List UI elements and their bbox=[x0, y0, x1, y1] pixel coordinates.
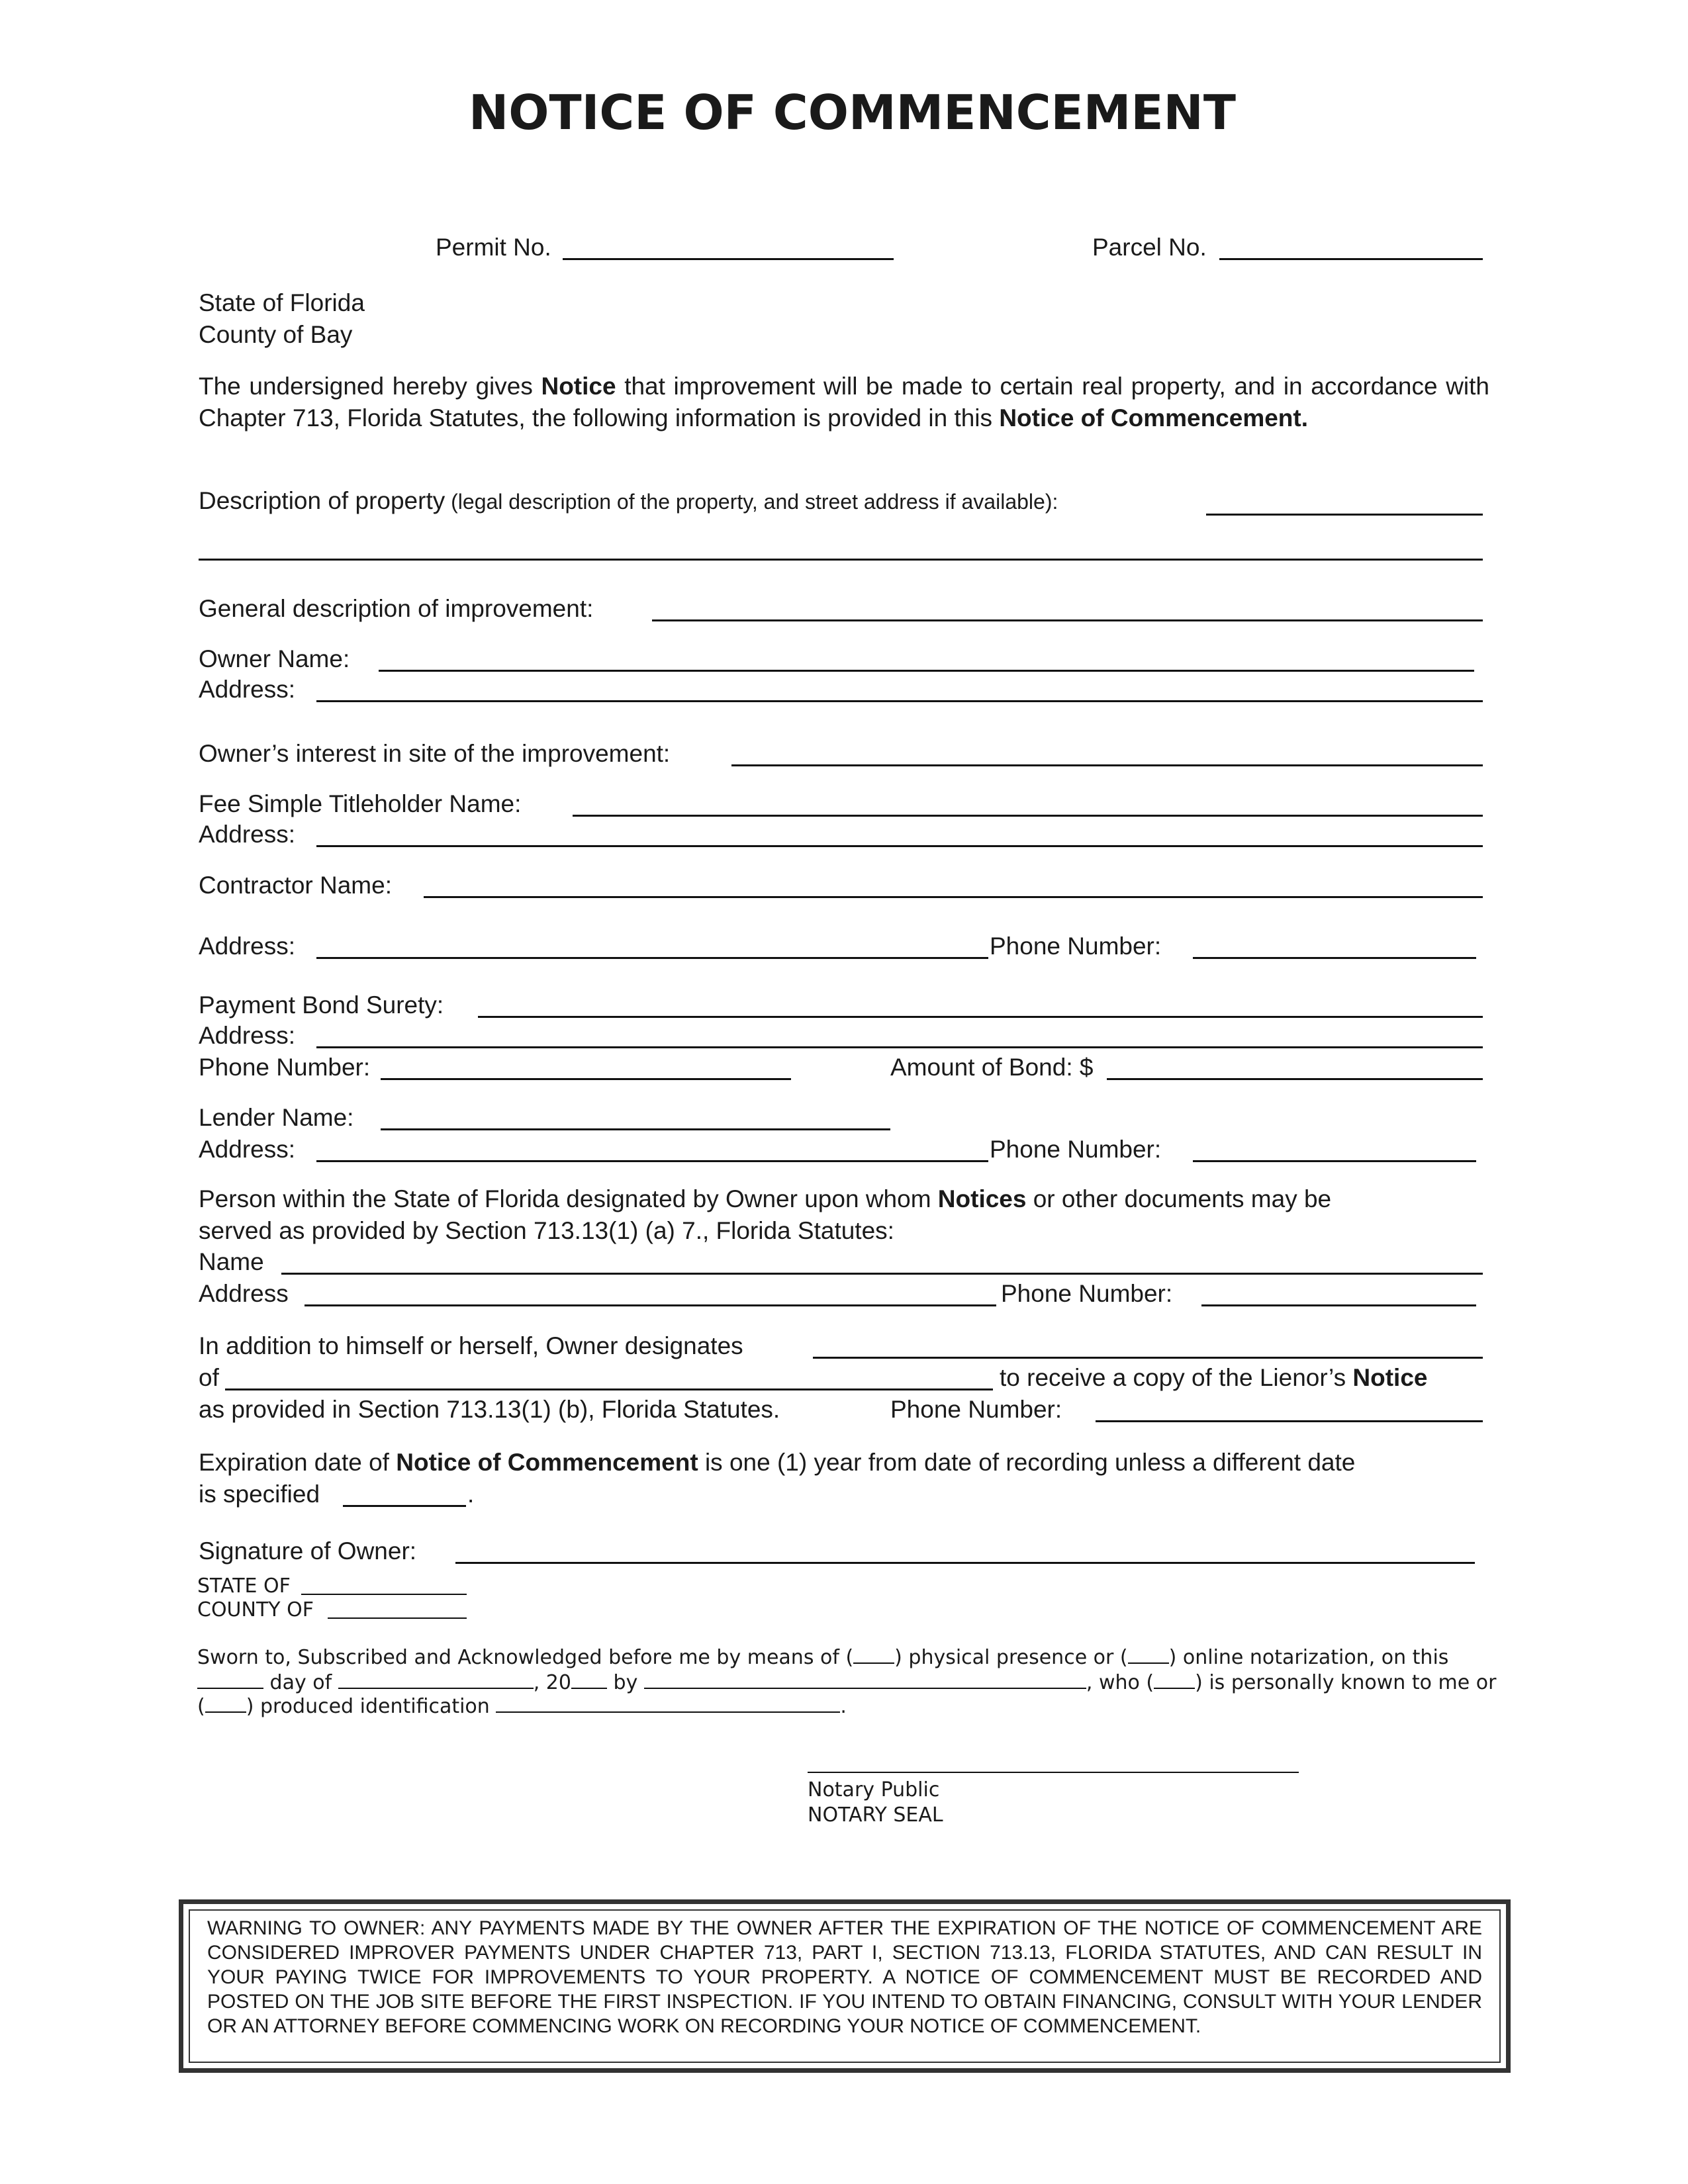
notary-signature-field[interactable] bbox=[808, 1772, 1299, 1773]
designee-field[interactable] bbox=[813, 1357, 1483, 1359]
day-blank[interactable] bbox=[197, 1672, 263, 1689]
person-name-label: Name bbox=[199, 1248, 264, 1275]
personally-known-blank[interactable] bbox=[1154, 1672, 1195, 1689]
lender-address-label: Address: bbox=[199, 1136, 296, 1163]
month-blank[interactable] bbox=[338, 1672, 534, 1689]
surety-address-field[interactable] bbox=[316, 1046, 1483, 1048]
owner-name-label: Owner Name: bbox=[199, 645, 350, 672]
parcel-field[interactable] bbox=[1219, 258, 1483, 260]
lender-label: Lender Name: bbox=[199, 1104, 354, 1131]
contractor-address-label: Address: bbox=[199, 933, 296, 960]
county-of-label: COUNTY OF bbox=[197, 1598, 314, 1621]
person-phone-label: Phone Number: bbox=[1001, 1280, 1173, 1307]
person-address-label: Address bbox=[199, 1280, 289, 1307]
improvement-field[interactable] bbox=[652, 619, 1483, 621]
intro-paragraph: The undersigned hereby gives Notice that improvement will be made to certain real property, and in accordance with Chapter 713, Florida Statutes, the following information is provided in this Notice of Commencement. bbox=[199, 373, 1489, 432]
fee-simple-address-label: Address: bbox=[199, 821, 296, 848]
state-line: State of Florida bbox=[199, 289, 365, 316]
county-of-field[interactable] bbox=[328, 1617, 467, 1619]
lender-phone-field[interactable] bbox=[1193, 1160, 1476, 1162]
amount-bond-field[interactable] bbox=[1107, 1078, 1483, 1080]
permit-field[interactable] bbox=[563, 258, 894, 260]
expiration-period: . bbox=[467, 1480, 475, 1508]
fee-simple-label: Fee Simple Titleholder Name: bbox=[199, 790, 522, 817]
description-field-2[interactable] bbox=[199, 559, 1483, 561]
county-line: County of Bay bbox=[199, 321, 353, 348]
lender-field[interactable] bbox=[381, 1128, 890, 1130]
surety-label: Payment Bond Surety: bbox=[199, 991, 444, 1019]
permit-label: Permit No. bbox=[436, 234, 551, 261]
produced-id-blank[interactable] bbox=[205, 1696, 246, 1713]
designee-of-field[interactable] bbox=[225, 1388, 993, 1390]
fee-simple-field[interactable] bbox=[573, 815, 1483, 817]
expiration-line-1: Expiration date of Notice of Commencement is one (1) year from date of recording unless a different date bbox=[199, 1449, 1356, 1476]
warning-box bbox=[179, 1899, 1511, 2073]
parcel-label: Parcel No. bbox=[1092, 234, 1207, 261]
contractor-label: Contractor Name: bbox=[199, 872, 392, 899]
description-field-1[interactable] bbox=[1206, 514, 1483, 516]
warning-text: WARNING TO OWNER: ANY PAYMENTS MADE BY THE OWNER AFTER THE EXPIRATION OF THE NOTICE OF COMMENCEMENT ARE CONSIDERED IMPROVER PAYMENTS UNDER CHAPTER 713, PART I, SECTION 713.13, FLORIDA STATUTES, AND CAN RESULT IN YOUR PAYING TWICE FOR IMPROVEMENTS TO YOUR PROPERTY. A NOTICE OF COMMENCEMENT MUST BE RECORDED AND POSTED ON THE JOB SITE BEFORE THE FIRST INSPECTION. IF YOU INTEND TO OBTAIN FINANCING, CONSULT WITH YOUR LENDER OR AN ATTORNEY BEFORE COMMENCING WORK ON RECORDING YOUR NOTICE OF COMMENCEMENT. bbox=[189, 1909, 1501, 2063]
owner-interest-field[interactable] bbox=[731, 764, 1483, 766]
person-phone-field[interactable] bbox=[1201, 1304, 1476, 1306]
year-blank[interactable] bbox=[571, 1672, 607, 1689]
notary-public-label: Notary Public bbox=[808, 1778, 940, 1801]
contractor-field[interactable] bbox=[424, 896, 1483, 898]
addition-phone-field[interactable] bbox=[1096, 1420, 1483, 1422]
identification-blank[interactable] bbox=[496, 1696, 840, 1713]
sworn-line-2: day of , 20 by , who ( ) is personally known to me or bbox=[197, 1670, 1496, 1695]
improvement-label: General description of improvement: bbox=[199, 595, 594, 622]
owner-interest-label: Owner’s interest in site of the improvement: bbox=[199, 740, 671, 767]
state-of-label: STATE OF bbox=[197, 1574, 291, 1598]
surety-address-label: Address: bbox=[199, 1022, 296, 1049]
description-label: Description of property (legal description of the property, and street address if available): bbox=[199, 487, 1058, 514]
owner-address-label: Address: bbox=[199, 676, 296, 703]
physical-presence-blank[interactable] bbox=[853, 1647, 894, 1664]
lender-address-field[interactable] bbox=[316, 1160, 988, 1162]
addition-phone-label: Phone Number: bbox=[890, 1396, 1062, 1423]
addition-line-1: In addition to himself or herself, Owner designates bbox=[199, 1332, 743, 1359]
expiration-line-2: is specified bbox=[199, 1480, 320, 1508]
online-notarization-blank[interactable] bbox=[1128, 1647, 1169, 1664]
notary-seal-label: NOTARY SEAL bbox=[808, 1803, 943, 1827]
surety-field[interactable] bbox=[478, 1016, 1483, 1018]
person-line-2: served as provided by Section 713.13(1) (a) 7., Florida Statutes: bbox=[199, 1217, 894, 1244]
state-of-field[interactable] bbox=[301, 1594, 467, 1595]
fee-simple-address-field[interactable] bbox=[316, 845, 1483, 847]
sworn-line-1: Sworn to, Subscribed and Acknowledged before me by means of ( ) physical presence or ( ) online notarization, on this bbox=[197, 1646, 1449, 1669]
owner-address-field[interactable] bbox=[316, 700, 1483, 702]
amount-bond-label: Amount of Bond: $ bbox=[890, 1054, 1094, 1081]
lender-phone-label: Phone Number: bbox=[990, 1136, 1162, 1163]
person-line-1: Person within the State of Florida designated by Owner upon whom Notices or other documents may be bbox=[199, 1185, 1332, 1212]
sworn-line-3: ( ) produced identification . bbox=[197, 1695, 847, 1718]
expiration-date-field[interactable] bbox=[343, 1505, 466, 1507]
page-title: NOTICE OF COMMENCEMENT bbox=[469, 85, 1236, 140]
addition-receive: to receive a copy of the Lienor’s Notice bbox=[1000, 1364, 1428, 1391]
addition-line-3: as provided in Section 713.13(1) (b), Florida Statutes. bbox=[199, 1396, 780, 1423]
person-name-field[interactable] bbox=[281, 1273, 1483, 1275]
contractor-phone-label: Phone Number: bbox=[990, 933, 1162, 960]
signature-field[interactable] bbox=[455, 1562, 1475, 1564]
signature-label: Signature of Owner: bbox=[199, 1537, 417, 1565]
person-address-field[interactable] bbox=[305, 1304, 996, 1306]
contractor-phone-field[interactable] bbox=[1193, 957, 1476, 959]
surety-phone-label: Phone Number: bbox=[199, 1054, 371, 1081]
addition-of-label: of bbox=[199, 1364, 219, 1391]
surety-phone-field[interactable] bbox=[381, 1078, 791, 1080]
by-name-blank[interactable] bbox=[644, 1672, 1086, 1689]
owner-name-field[interactable] bbox=[379, 670, 1474, 672]
contractor-address-field[interactable] bbox=[316, 957, 988, 959]
